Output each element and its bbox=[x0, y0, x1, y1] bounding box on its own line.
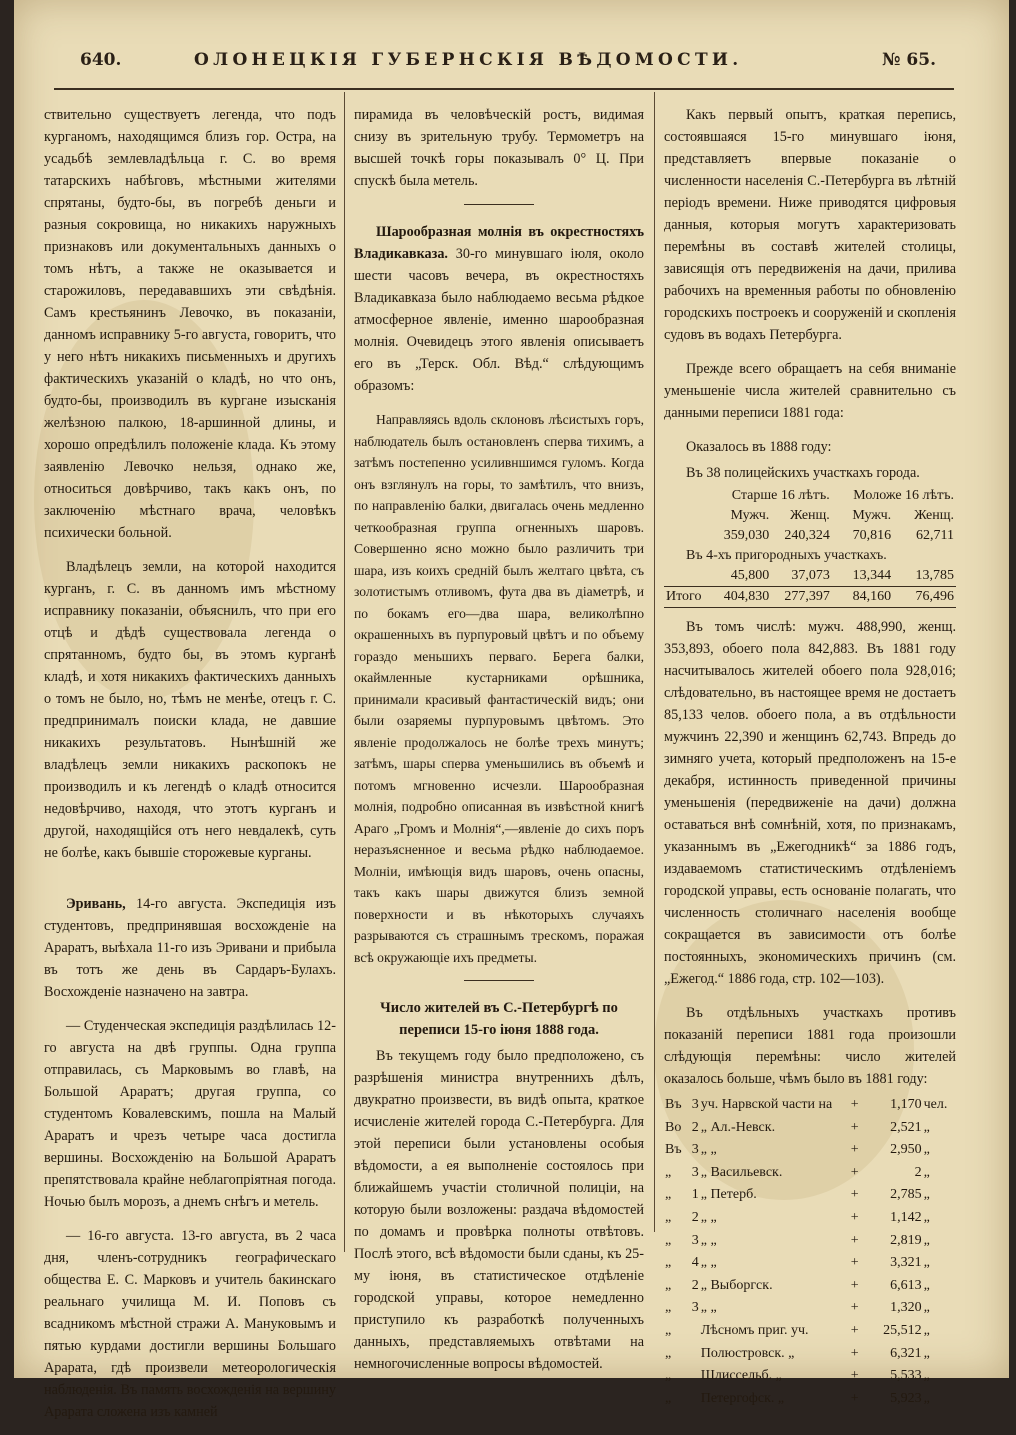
table-cell bbox=[688, 1365, 700, 1388]
table-cell: 45,800 bbox=[730, 568, 770, 583]
table-cell: 359,030 bbox=[723, 528, 770, 543]
table-cell: 6,613 bbox=[890, 1277, 922, 1293]
table-cell: 2 bbox=[691, 1277, 699, 1293]
table-row bbox=[664, 587, 956, 608]
table-cell: 404,830 bbox=[723, 589, 770, 604]
table-cell: 37,073 bbox=[791, 568, 830, 583]
table-cell: Шлиссельб. „ bbox=[700, 1368, 782, 1384]
table-caption: Въ 4-хъ пригородныхъ участкахъ. bbox=[686, 548, 887, 563]
table-row bbox=[664, 1117, 956, 1140]
table-cell: 70,816 bbox=[852, 528, 892, 543]
table-row bbox=[664, 1320, 956, 1343]
table-cell: + bbox=[850, 1119, 859, 1135]
table-cell: „ bbox=[665, 1390, 672, 1406]
table-cell: „ bbox=[923, 1255, 930, 1271]
table-cell: 1,142 bbox=[890, 1209, 922, 1225]
column-header: Мужч. bbox=[852, 508, 892, 523]
table-cell: 13,344 bbox=[852, 568, 892, 583]
dateline: Эривань, bbox=[66, 896, 126, 912]
table-row bbox=[664, 566, 956, 587]
article-heading: Число жителей въ С.-Петербургѣ по переписи 15-го іюня 1888 года. bbox=[380, 1000, 618, 1038]
header-rule bbox=[54, 88, 954, 90]
table-cell: 2,785 bbox=[890, 1187, 922, 1203]
table-row bbox=[664, 1297, 956, 1320]
table-row bbox=[664, 1207, 956, 1230]
paragraph: — 16-го августа. 13-го августа, въ 2 часа дня, членъ-сотрудникъ географическаго общества Е. С. Марковъ и учитель бакинскаго реальнаго училища М. И. Поповъ съ всадникомъ мѣстной стражи А. Мануковымъ и пятью курдами достигли вершины Большаго Арарата, гдѣ произвели метеорологическія наблюденія. Въ память восхожденія на вершину Арарата сложена изъ камней bbox=[44, 1228, 336, 1420]
column-header: Мужч. bbox=[730, 508, 770, 523]
newspaper-title: ОЛОНЕЦКІЯ ГУБЕРНСКІЯ ВѢДОМОСТИ. bbox=[194, 50, 743, 70]
table-cell: „ Петерб. bbox=[700, 1187, 757, 1203]
table-cell: 13,785 bbox=[915, 568, 954, 583]
table-cell: „ „ bbox=[700, 1232, 717, 1248]
table-cell: 3 bbox=[691, 1142, 699, 1158]
paragraph bbox=[44, 893, 336, 1003]
table-cell: 240,324 bbox=[784, 528, 830, 543]
table-row bbox=[664, 1275, 956, 1298]
table-row bbox=[664, 1365, 956, 1388]
changes-table bbox=[664, 1094, 956, 1410]
table-cell: „ bbox=[665, 1345, 672, 1361]
section-separator bbox=[464, 204, 534, 205]
table-row bbox=[664, 1094, 956, 1117]
table-cell: „ bbox=[665, 1322, 672, 1338]
census-table bbox=[664, 486, 956, 607]
table-cell: 2,819 bbox=[890, 1232, 922, 1248]
table-cell: 2,521 bbox=[890, 1119, 922, 1135]
table-row bbox=[664, 1230, 956, 1253]
table-cell: Во bbox=[665, 1119, 682, 1135]
table-cell: 1,320 bbox=[890, 1300, 922, 1316]
table-cell: 3 bbox=[691, 1164, 699, 1180]
table-cell: „ bbox=[923, 1368, 930, 1384]
table-cell: 84,160 bbox=[852, 589, 892, 604]
article-heading: Шарообразная молнія въ окрестностяхъ Владикавказа. bbox=[354, 224, 644, 262]
column-divider bbox=[344, 92, 345, 1252]
table-cell: + bbox=[850, 1164, 859, 1180]
table-cell: 3 bbox=[691, 1097, 699, 1112]
newspaper-page bbox=[14, 0, 1009, 1420]
table-cell: уч. Нарвской части на bbox=[700, 1097, 833, 1112]
table-cell: + bbox=[850, 1187, 859, 1203]
section-separator bbox=[464, 980, 534, 981]
table-cell: + bbox=[850, 1255, 859, 1271]
table-cell: Въ bbox=[665, 1097, 682, 1112]
table-cell: Полюстровск. „ bbox=[700, 1345, 795, 1361]
table-cell: „ „ bbox=[700, 1209, 717, 1225]
table-cell: „ Ал.-Невск. bbox=[700, 1119, 776, 1135]
paragraph-text: 14-го августа. Экспедиція изъ студентовъ, предпринявшая восхожденіе на Араратъ, выѣхала 11-го изъ Эривани и прибыла въ тотъ же день въ Сардаръ-Булахъ. Восхожденіе назначено на завтра. bbox=[44, 896, 336, 1000]
table-row bbox=[664, 1162, 956, 1185]
table-cell: Петергофск. „ bbox=[700, 1390, 785, 1406]
table-row bbox=[664, 1252, 956, 1275]
table-cell: Лѣсномъ приг. уч. bbox=[700, 1322, 809, 1338]
table-cell: „ bbox=[665, 1232, 672, 1248]
issue-number: № 65. bbox=[882, 50, 936, 70]
table-cell: „ bbox=[923, 1300, 930, 1316]
table-cell: 1,170 bbox=[890, 1097, 922, 1112]
table-cell: „ bbox=[665, 1368, 672, 1384]
table-row bbox=[664, 486, 956, 506]
table-row bbox=[664, 526, 956, 546]
table-cell: 2 bbox=[691, 1209, 699, 1225]
column-3 bbox=[664, 104, 956, 1410]
table-cell: 1 bbox=[691, 1187, 699, 1203]
table-cell bbox=[688, 1343, 700, 1366]
table-cell: 5,533 bbox=[890, 1368, 922, 1384]
table-cell: чел. bbox=[923, 1097, 948, 1112]
paragraph: Въ томъ числѣ: мужч. 488,990, женщ. 353,893, обоего пола 842,883. Въ 1881 году насчитывалось жителей обоего пола 928,016; слѣдовательно, въ настоящее время не достаетъ 85,133 челов. обоего пола, а въ отдѣльности мужчинъ 22,390 и женщинъ 62,743. Впредь до зимняго учета, который предположенъ на 15-е декабря, истинность приведенной причины уменьшенія (передвиженіе на дачи) должна оставаться внѣ сомнѣній, хотя, по признакамъ, указаннымъ въ „Ежегодникѣ“ за 1886 годъ, издаваемомъ статистическимъ отдѣленіемъ городской управы, есть основаніе полагать, что численность столичнаго населенія вообще сокращается въ зависимости отъ болѣе постоянныхъ, экономическихъ причинъ (см. „Ежегод.“ 1886 года, стр. 102—103). bbox=[664, 619, 956, 987]
table-cell bbox=[688, 1320, 700, 1343]
paragraph: пирамида въ человѣческій ростъ, видимая снизу въ зрительную трубу. Термометръ на высшей точкѣ горы показывалъ 0° Ц. При спускѣ была метель. bbox=[354, 107, 644, 189]
table-cell: „ bbox=[923, 1119, 930, 1135]
table-cell: 3 bbox=[691, 1300, 699, 1316]
table-row bbox=[664, 546, 956, 566]
table-cell: „ „ bbox=[700, 1255, 717, 1271]
table-cell: „ bbox=[665, 1255, 672, 1271]
table-row bbox=[664, 1388, 956, 1411]
table-cell: + bbox=[850, 1300, 859, 1316]
table-cell: 2 bbox=[914, 1164, 922, 1180]
table-cell: 3 bbox=[691, 1232, 699, 1248]
paragraph: Въ 38 полицейскихъ участкахъ города. bbox=[686, 465, 920, 481]
paragraph: — Студенческая экспедиція раздѣлилась 12-го августа на двѣ группы. Одна группа отправилась, съ Марковымъ во главѣ, на Большой Араратъ; другая группа, со студентомъ Ковалевскимъ, пошла на Малый Араратъ и чрезъ четыре часа достигла вершины. Восхожденію на Большой Араратъ препятствовала крайне неблагопріятная погода. Ночью былъ морозъ, а днемъ снѣгъ и метель. bbox=[44, 1018, 336, 1210]
table-cell: + bbox=[850, 1390, 859, 1406]
table-cell: + bbox=[850, 1368, 859, 1384]
table-row bbox=[664, 1139, 956, 1162]
table-cell: + bbox=[850, 1277, 859, 1293]
table-rule bbox=[664, 607, 956, 608]
table-cell: 4 bbox=[691, 1255, 699, 1271]
paragraph bbox=[354, 221, 644, 397]
page-number: 640. bbox=[80, 50, 122, 70]
column-2 bbox=[354, 104, 644, 1387]
table-row bbox=[664, 1184, 956, 1207]
table-cell: „ bbox=[665, 1300, 672, 1316]
table-cell: 2 bbox=[691, 1119, 699, 1135]
table-cell: 25,512 bbox=[883, 1322, 922, 1338]
table-cell: „ bbox=[923, 1187, 930, 1203]
table-row bbox=[664, 506, 956, 526]
column-header: Моложе 16 лѣтъ. bbox=[853, 488, 954, 503]
table-cell: + bbox=[850, 1232, 859, 1248]
table-cell: 5,923 bbox=[890, 1390, 922, 1406]
table-cell: „ bbox=[665, 1164, 672, 1180]
table-row bbox=[664, 1343, 956, 1366]
table-cell: + bbox=[850, 1097, 859, 1112]
table-cell: „ bbox=[923, 1345, 930, 1361]
table-cell: „ bbox=[923, 1209, 930, 1225]
column-divider bbox=[654, 92, 655, 1232]
paragraph: Оказалось въ 1888 году: bbox=[686, 439, 832, 455]
quoted-account: Направляясь вдоль склоновъ лѣсистыхъ горъ, наблюдатель былъ остановленъ сперва тихимъ, а затѣмъ постепенно усиливншимся гуломъ. Когда онъ взглянулъ на горы, то замѣтилъ, что внизъ, по направленію балки, двигалась очень медленно четкообразная группа огненныхъ шаровъ. Совершенно ясно можно было различить три шара, изъ коихъ средній былъ желтаго цвѣта, съ золотистымъ отливомъ, фута два въ діаметрѣ, и по бокамъ его—два шара, великолѣпно окрашенныхъ въ пурпуровый цвѣтъ и по объему гораздо меньшихъ перваго. Берега балки, окаймленные кустарниками орѣшника, принимали красивый фантастическій видъ; они были озаряемы пурпуровымъ цвѣтомъ. Это явленіе продолжалось не болѣе трехъ минутъ; затѣмъ, шары сперва уменьшились въ объемѣ и потомъ мгновенно исчезли. Шарообразная молнія, подробно описанная въ извѣстной книгѣ Араго „Громъ и Молнія“,—явленіе до сихъ поръ неразъясненное и весьма рѣдко наблюдаемое. Молніи, имѣющія видъ шаровъ, очень опасны, такъ какъ шары движутся близъ земной поверхности и въ нѣкоторыхъ случаяхъ разрываются съ страшнымъ трескомъ, поражая всѣ окружающіе ихъ предметы. bbox=[354, 412, 644, 965]
table-cell: 3,321 bbox=[890, 1255, 922, 1271]
table-cell: „ bbox=[923, 1277, 930, 1293]
column-header: Женщ. bbox=[914, 508, 954, 523]
table-cell: Итого bbox=[666, 589, 702, 604]
table-cell: „ bbox=[923, 1322, 930, 1338]
table-cell: „ bbox=[665, 1277, 672, 1293]
paragraph: Прежде всего обращаетъ на себя вниманіе уменьшеніе числа жителей сравнительно съ данными переписи 1881 года: bbox=[664, 361, 956, 421]
table-cell: „ bbox=[923, 1232, 930, 1248]
paragraph: ствительно существуетъ легенда, что подъ курганомъ, находящимся близъ гор. Остра, на усадьбѣ землевладѣльца г. С. во время татарскихъ набѣговъ, мѣстными жителями спрятаны, будто-бы, въ погребѣ деньги и разныя сокровища, но никакихъ наружныхъ признаковъ или документальныхъ данныхъ о томъ нѣтъ, а также не оказывается и старожиловъ, передававшихъ эти свѣдѣнія. Самъ крестьянинъ Левочко, въ показаніи, данномъ исправнику 5-го августа, говоритъ, что у него нѣтъ никакихъ письменныхъ и другихъ фактическихъ указаній о кладѣ, но что онъ, будто-бы, производилъ въ кургане изысканія желѣзною палкою, 18-аршинной длины, и хорошо опредѣлилъ положеніе клада. Къ этому заявленію Левочко нельзя, однако же, относиться довѣрчиво, такъ какъ онъ, по заключенію мѣстнаго врача, человѣкъ психически больной. bbox=[44, 107, 336, 541]
table-cell: + bbox=[850, 1209, 859, 1225]
table-cell: „ bbox=[923, 1164, 930, 1180]
table-cell: Въ bbox=[665, 1142, 682, 1158]
table-cell: „ bbox=[665, 1187, 672, 1203]
table-cell: 62,711 bbox=[916, 528, 954, 543]
table-cell: „ bbox=[665, 1209, 672, 1225]
table-cell: „ bbox=[923, 1142, 930, 1158]
table-cell: 6,321 bbox=[890, 1345, 922, 1361]
table-cell: „ „ bbox=[700, 1300, 717, 1316]
table-cell: 2,950 bbox=[890, 1142, 922, 1158]
paragraph: Владѣлецъ земли, на которой находится курганъ, г. С. въ данномъ имъ мѣстному исправнику показаніи, объяснилъ, что при его отцѣ и дѣдѣ существовала легенда о спрятанномъ, будто бы, въ этомъ курганѣ кладѣ, и хотя никакихъ фактическихъ данныхъ о томъ не было, но, тѣмъ не менѣе, отецъ г. С. предпринималъ поиски клада, не давшие никакихъ результатовъ. Нынѣшній же владѣлецъ земли никакихъ раскопокъ не производилъ и къ легендѣ о кладѣ относится недовѣрчиво, находя, что этотъ курганъ и другой, находящійся отъ него невдалекѣ, суть не болѣе, какъ бывшіе сторожевые курганы. bbox=[44, 559, 336, 861]
table-cell: + bbox=[850, 1322, 859, 1338]
paragraph: Какъ первый опытъ, краткая перепись, состоявшаяся 15-го минувшаго іюня, представляетъ впервые показаніе о численности населенія С.-Петербурга въ лѣтній періодъ времени. Ниже приводятся цифровыя данныя, которыя могутъ характеризовать перемѣны въ составѣ жителей столицы, зависящія отъ передвиженія на дачи, прилива рабочихъ на временныя работы по обновленію городскихъ построекъ и сооруженій и скопленія судовъ въ водахъ Петербурга. bbox=[664, 107, 956, 343]
column-header: Старше 16 лѣтъ. bbox=[731, 488, 830, 503]
table-cell: „ „ bbox=[700, 1142, 717, 1158]
table-cell: „ bbox=[923, 1390, 930, 1406]
table-cell: + bbox=[850, 1142, 859, 1158]
column-header: Женщ. bbox=[789, 508, 830, 523]
table-cell: 277,397 bbox=[784, 589, 830, 604]
table-cell bbox=[688, 1388, 700, 1411]
column-1 bbox=[44, 104, 336, 1435]
paragraph: Въ отдѣльныхъ участкахъ противъ показаній переписи 1881 года произошли слѣдующія перемѣны: число жителей оказалось больше, чѣмъ было въ 1881 году: bbox=[664, 1005, 956, 1087]
paragraph-text: 30-го минувшаго іюля, около шести часовъ вечера, въ окрестностяхъ Владикавказа было наблюдаемо весьма рѣдкое атмосферное явленіе, именно шарообразная молнія. Очевидецъ этого явленія описываетъ его въ „Терск. Обл. Вѣд.“ слѣдующимъ образомъ: bbox=[354, 246, 644, 394]
table-cell: „ Васильевск. bbox=[700, 1164, 783, 1180]
table-cell: + bbox=[850, 1345, 859, 1361]
paragraph: Въ текущемъ году было предположено, съ разрѣшенія министра внутреннихъ дѣлъ, двукратно произвести, въ видѣ опыта, краткое исчисленіе жителей города С.-Петербурга. Для этой переписи были установлены особыя вѣдомости, а ея выполненіе состоялось при ближайшемъ участіи столичной полиціи, на которую были возложены: раздача вѣдомостей по домамъ и провѣрка полноты отвѣтовъ. Послѣ этого, всѣ вѣдомости были сданы, къ 25-му іюня, въ статистическое отдѣленіе городской управы, которое немедленно приступило къ разработкѣ полученныхъ данныхъ, представляемыхъ отвѣтами на немногочисленные вопросы вѣдомостей. bbox=[354, 1048, 644, 1372]
table-cell: 76,496 bbox=[915, 589, 954, 604]
masthead bbox=[54, 50, 944, 78]
table-cell: „ Выборгск. bbox=[700, 1277, 773, 1293]
